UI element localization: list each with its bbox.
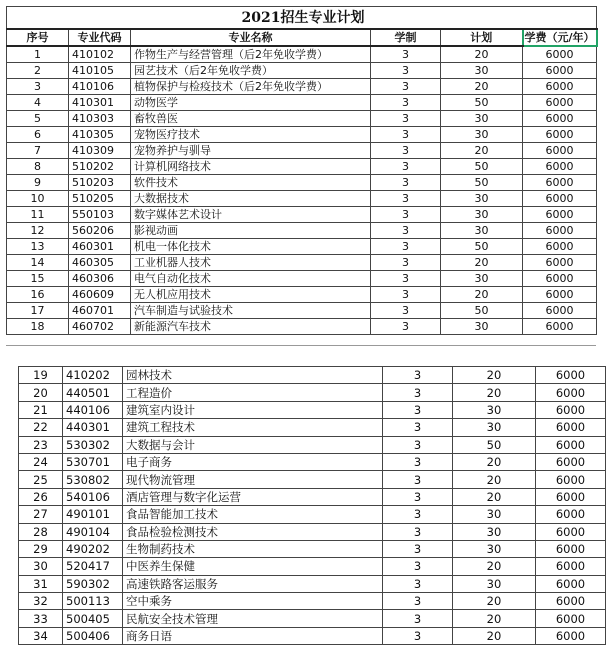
- cell-no[interactable]: 23: [19, 436, 63, 453]
- cell-code[interactable]: 410303: [69, 111, 131, 127]
- cell-years[interactable]: 3: [371, 143, 441, 159]
- table-row: [19, 436, 606, 453]
- cell-years[interactable]: 3: [383, 384, 453, 401]
- cell-no[interactable]: 13: [7, 239, 69, 255]
- cell-no[interactable]: 33: [19, 610, 63, 627]
- cell-years[interactable]: 3: [371, 159, 441, 175]
- cell-years[interactable]: 3: [383, 436, 453, 453]
- table-row: [19, 558, 606, 575]
- cell-years[interactable]: 3: [371, 287, 441, 303]
- cell-name[interactable]: 园艺技术（后2年免收学费）: [131, 63, 371, 79]
- header-code[interactable]: 专业代码: [69, 29, 131, 46]
- cell-code[interactable]: 410309: [69, 143, 131, 159]
- cell-no[interactable]: 25: [19, 471, 63, 488]
- cell-fee[interactable]: 6000: [536, 610, 606, 627]
- cell-no[interactable]: 26: [19, 488, 63, 505]
- table-row: [19, 506, 606, 523]
- table-row: [7, 319, 597, 335]
- cell-years[interactable]: 3: [383, 506, 453, 523]
- cell-code[interactable]: 490104: [63, 523, 123, 540]
- cell-fee[interactable]: 6000: [523, 175, 597, 191]
- cell-name[interactable]: 电子商务: [123, 453, 383, 470]
- cell-no[interactable]: 2: [7, 63, 69, 79]
- cell-years[interactable]: 3: [371, 111, 441, 127]
- cell-fee[interactable]: 6000: [536, 558, 606, 575]
- cell-name[interactable]: 工业机器人技术: [131, 255, 371, 271]
- cell-name[interactable]: 机电一体化技术: [131, 239, 371, 255]
- table-row: [7, 111, 597, 127]
- cell-name[interactable]: 新能源汽车技术: [131, 319, 371, 335]
- cell-code[interactable]: 590302: [63, 575, 123, 592]
- cell-fee[interactable]: 6000: [523, 271, 597, 287]
- table-row: [19, 488, 606, 505]
- cell-fee[interactable]: 6000: [536, 593, 606, 610]
- table-row: [7, 95, 597, 111]
- cell-fee[interactable]: 6000: [523, 287, 597, 303]
- cell-years[interactable]: 3: [371, 303, 441, 319]
- cell-years[interactable]: 3: [383, 627, 453, 644]
- header-no[interactable]: 序号: [7, 29, 69, 46]
- table-row: [7, 303, 597, 319]
- cell-name[interactable]: 食品检验检测技术: [123, 523, 383, 540]
- cell-plan[interactable]: 30: [453, 419, 536, 436]
- plan-table-top: [6, 6, 598, 335]
- cell-code[interactable]: 500113: [63, 593, 123, 610]
- cell-name[interactable]: 影视动画: [131, 223, 371, 239]
- cell-name[interactable]: 数字媒体艺术设计: [131, 207, 371, 223]
- cell-plan[interactable]: 30: [441, 271, 523, 287]
- cell-no[interactable]: 17: [7, 303, 69, 319]
- cell-code[interactable]: 530701: [63, 453, 123, 470]
- table-header-row: [7, 29, 597, 46]
- cell-plan[interactable]: 20: [441, 255, 523, 271]
- cell-years[interactable]: 3: [383, 401, 453, 418]
- cell-name[interactable]: 食品智能加工技术: [123, 506, 383, 523]
- cell-code[interactable]: 410102: [69, 46, 131, 63]
- cell-name[interactable]: 生物制药技术: [123, 540, 383, 557]
- cell-name[interactable]: 宠物养护与驯导: [131, 143, 371, 159]
- table-row: [7, 223, 597, 239]
- cell-name[interactable]: 工程造价: [123, 384, 383, 401]
- header-fee-selected-cell[interactable]: 学费（元/年）: [523, 29, 597, 46]
- cell-name[interactable]: 作物生产与经营管理（后2年免收学费）: [131, 46, 371, 63]
- table-row: [19, 610, 606, 627]
- header-years[interactable]: 学制: [371, 29, 441, 46]
- cell-years[interactable]: 3: [383, 453, 453, 470]
- cell-name[interactable]: 中医养生保健: [123, 558, 383, 575]
- cell-plan[interactable]: 20: [453, 384, 536, 401]
- cell-fee[interactable]: 6000: [523, 207, 597, 223]
- cell-no[interactable]: 34: [19, 627, 63, 644]
- cell-plan[interactable]: 20: [453, 367, 536, 384]
- cell-name[interactable]: 商务日语: [123, 627, 383, 644]
- cell-code[interactable]: 410301: [69, 95, 131, 111]
- cell-name[interactable]: 软件技术: [131, 175, 371, 191]
- table-row: [19, 575, 606, 592]
- cell-no[interactable]: 21: [19, 401, 63, 418]
- cell-plan[interactable]: 30: [441, 111, 523, 127]
- table-row: [19, 523, 606, 540]
- cell-code[interactable]: 440301: [63, 419, 123, 436]
- section-divider: [6, 345, 596, 346]
- cell-plan[interactable]: 20: [453, 471, 536, 488]
- cell-code[interactable]: 440106: [63, 401, 123, 418]
- cell-fee[interactable]: 6000: [536, 540, 606, 557]
- cell-years[interactable]: 3: [371, 46, 441, 63]
- cell-no[interactable]: 14: [7, 255, 69, 271]
- cell-fee[interactable]: 6000: [536, 367, 606, 384]
- cell-no[interactable]: 3: [7, 79, 69, 95]
- cell-no[interactable]: 11: [7, 207, 69, 223]
- cell-code[interactable]: 550103: [69, 207, 131, 223]
- cell-years[interactable]: 3: [371, 63, 441, 79]
- table-row: [7, 175, 597, 191]
- cell-plan[interactable]: 50: [441, 239, 523, 255]
- cell-plan[interactable]: 20: [453, 627, 536, 644]
- table-row: [19, 367, 606, 384]
- cell-code[interactable]: 410105: [69, 63, 131, 79]
- cell-fee[interactable]: 6000: [536, 401, 606, 418]
- cell-fee[interactable]: 6000: [523, 319, 597, 335]
- cell-code[interactable]: 460609: [69, 287, 131, 303]
- cell-years[interactable]: 3: [383, 488, 453, 505]
- cell-code[interactable]: 460305: [69, 255, 131, 271]
- cell-plan[interactable]: 20: [453, 488, 536, 505]
- cell-name[interactable]: 畜牧兽医: [131, 111, 371, 127]
- cell-years[interactable]: 3: [383, 471, 453, 488]
- cell-plan[interactable]: 20: [441, 287, 523, 303]
- cell-fee[interactable]: 6000: [523, 239, 597, 255]
- cell-plan[interactable]: 50: [441, 159, 523, 175]
- cell-fee[interactable]: 6000: [536, 436, 606, 453]
- cell-fee[interactable]: 6000: [536, 575, 606, 592]
- cell-plan[interactable]: 30: [441, 191, 523, 207]
- cell-name[interactable]: 大数据技术: [131, 191, 371, 207]
- table-row: [19, 384, 606, 401]
- cell-years[interactable]: 3: [371, 207, 441, 223]
- cell-fee[interactable]: 6000: [523, 95, 597, 111]
- table-row: [19, 540, 606, 557]
- cell-code[interactable]: 510203: [69, 175, 131, 191]
- cell-code[interactable]: 500406: [63, 627, 123, 644]
- cell-years[interactable]: 3: [383, 610, 453, 627]
- cell-name[interactable]: 空中乘务: [123, 593, 383, 610]
- cell-name[interactable]: 植物保护与检疫技术（后2年免收学费）: [131, 79, 371, 95]
- cell-fee[interactable]: 6000: [536, 506, 606, 523]
- cell-name[interactable]: 无人机应用技术: [131, 287, 371, 303]
- cell-name[interactable]: 建筑室内设计: [123, 401, 383, 418]
- table-row: [7, 46, 597, 63]
- cell-fee[interactable]: 6000: [523, 223, 597, 239]
- cell-name[interactable]: 园林技术: [123, 367, 383, 384]
- cell-no[interactable]: 10: [7, 191, 69, 207]
- cell-years[interactable]: 3: [383, 367, 453, 384]
- cell-plan[interactable]: 30: [441, 319, 523, 335]
- cell-no[interactable]: 24: [19, 453, 63, 470]
- cell-name[interactable]: 汽车制造与试验技术: [131, 303, 371, 319]
- cell-years[interactable]: 3: [383, 419, 453, 436]
- cell-no[interactable]: 27: [19, 506, 63, 523]
- table-row: [19, 401, 606, 418]
- table-row: [7, 143, 597, 159]
- cell-years[interactable]: 3: [383, 540, 453, 557]
- cell-code[interactable]: 440501: [63, 384, 123, 401]
- table-row: [19, 419, 606, 436]
- cell-no[interactable]: 19: [19, 367, 63, 384]
- cell-code[interactable]: 410106: [69, 79, 131, 95]
- cell-years[interactable]: 3: [371, 319, 441, 335]
- cell-plan[interactable]: 20: [441, 46, 523, 63]
- table-row: [7, 191, 597, 207]
- table-row: [7, 79, 597, 95]
- cell-plan[interactable]: 30: [453, 506, 536, 523]
- cell-plan[interactable]: 30: [441, 207, 523, 223]
- cell-name[interactable]: 现代物流管理: [123, 471, 383, 488]
- header-name[interactable]: 专业名称: [131, 29, 371, 46]
- cell-code[interactable]: 410305: [69, 127, 131, 143]
- cell-plan[interactable]: 30: [441, 63, 523, 79]
- table-row: [7, 255, 597, 271]
- cell-plan[interactable]: 30: [453, 540, 536, 557]
- cell-plan[interactable]: 20: [453, 593, 536, 610]
- cell-code[interactable]: 500405: [63, 610, 123, 627]
- cell-fee[interactable]: 6000: [523, 191, 597, 207]
- cell-no[interactable]: 9: [7, 175, 69, 191]
- cell-fee[interactable]: 6000: [523, 143, 597, 159]
- cell-name[interactable]: 大数据与会计: [123, 436, 383, 453]
- cell-no[interactable]: 31: [19, 575, 63, 592]
- cell-code[interactable]: 460306: [69, 271, 131, 287]
- cell-code[interactable]: 560206: [69, 223, 131, 239]
- cell-name[interactable]: 高速铁路客运服务: [123, 575, 383, 592]
- cell-code[interactable]: 490101: [63, 506, 123, 523]
- cell-code[interactable]: 460301: [69, 239, 131, 255]
- cell-name[interactable]: 建筑工程技术: [123, 419, 383, 436]
- cell-code[interactable]: 530302: [63, 436, 123, 453]
- cell-code[interactable]: 540106: [63, 488, 123, 505]
- cell-code[interactable]: 490202: [63, 540, 123, 557]
- cell-no[interactable]: 15: [7, 271, 69, 287]
- cell-fee[interactable]: 6000: [523, 159, 597, 175]
- cell-no[interactable]: 1: [7, 46, 69, 63]
- cell-years[interactable]: 3: [383, 575, 453, 592]
- table-row: [7, 127, 597, 143]
- cell-no[interactable]: 12: [7, 223, 69, 239]
- cell-fee[interactable]: 6000: [536, 627, 606, 644]
- cell-no[interactable]: 16: [7, 287, 69, 303]
- table-row: [19, 593, 606, 610]
- cell-fee[interactable]: 6000: [536, 523, 606, 540]
- cell-plan[interactable]: 20: [441, 79, 523, 95]
- cell-no[interactable]: 22: [19, 419, 63, 436]
- cell-name[interactable]: 民航安全技术管理: [123, 610, 383, 627]
- cell-years[interactable]: 3: [383, 558, 453, 575]
- cell-fee[interactable]: 6000: [523, 303, 597, 319]
- cell-no[interactable]: 6: [7, 127, 69, 143]
- cell-plan[interactable]: 50: [441, 175, 523, 191]
- page-title: 2021招生专业计划: [7, 7, 597, 30]
- cell-no[interactable]: 5: [7, 111, 69, 127]
- cell-no[interactable]: 32: [19, 593, 63, 610]
- table-row: [19, 627, 606, 644]
- cell-fee[interactable]: 6000: [536, 384, 606, 401]
- plan-table-bottom: [18, 366, 606, 645]
- cell-plan[interactable]: 50: [453, 436, 536, 453]
- cell-years[interactable]: 3: [371, 255, 441, 271]
- table-row: [7, 159, 597, 175]
- cell-years[interactable]: 3: [371, 127, 441, 143]
- cell-plan[interactable]: 20: [441, 143, 523, 159]
- cell-years[interactable]: 3: [371, 271, 441, 287]
- cell-fee[interactable]: 6000: [536, 488, 606, 505]
- cell-code[interactable]: 510202: [69, 159, 131, 175]
- cell-fee[interactable]: 6000: [523, 111, 597, 127]
- cell-no[interactable]: 4: [7, 95, 69, 111]
- cell-years[interactable]: 3: [371, 223, 441, 239]
- table-row: [19, 453, 606, 470]
- cell-code[interactable]: 460701: [69, 303, 131, 319]
- cell-no[interactable]: 7: [7, 143, 69, 159]
- cell-plan[interactable]: 30: [453, 401, 536, 418]
- cell-years[interactable]: 3: [371, 79, 441, 95]
- cell-no[interactable]: 18: [7, 319, 69, 335]
- cell-plan[interactable]: 50: [441, 95, 523, 111]
- cell-fee[interactable]: 6000: [523, 127, 597, 143]
- cell-name[interactable]: 动物医学: [131, 95, 371, 111]
- cell-fee[interactable]: 6000: [536, 419, 606, 436]
- cell-code[interactable]: 460702: [69, 319, 131, 335]
- table-row: [7, 239, 597, 255]
- table-row: [19, 471, 606, 488]
- cell-code[interactable]: 510205: [69, 191, 131, 207]
- cell-fee[interactable]: 6000: [523, 46, 597, 63]
- cell-no[interactable]: 30: [19, 558, 63, 575]
- cell-fee[interactable]: 6000: [536, 471, 606, 488]
- cell-name[interactable]: 酒店管理与数字化运营: [123, 488, 383, 505]
- cell-years[interactable]: 3: [371, 191, 441, 207]
- cell-years[interactable]: 3: [383, 593, 453, 610]
- cell-years[interactable]: 3: [383, 523, 453, 540]
- cell-name[interactable]: 电气自动化技术: [131, 271, 371, 287]
- cell-code[interactable]: 520417: [63, 558, 123, 575]
- cell-name[interactable]: 计算机网络技术: [131, 159, 371, 175]
- table-row: [7, 271, 597, 287]
- cell-name[interactable]: 宠物医疗技术: [131, 127, 371, 143]
- table-row: [7, 207, 597, 223]
- cell-years[interactable]: 3: [371, 175, 441, 191]
- cell-plan[interactable]: 30: [453, 575, 536, 592]
- cell-no[interactable]: 20: [19, 384, 63, 401]
- cell-plan[interactable]: 50: [441, 303, 523, 319]
- cell-fee[interactable]: 6000: [536, 453, 606, 470]
- cell-plan[interactable]: 30: [441, 127, 523, 143]
- cell-no[interactable]: 28: [19, 523, 63, 540]
- table-row: [7, 287, 597, 303]
- table-row: [7, 63, 597, 79]
- cell-no[interactable]: 8: [7, 159, 69, 175]
- cell-plan[interactable]: 30: [453, 523, 536, 540]
- cell-code[interactable]: 530802: [63, 471, 123, 488]
- cell-code[interactable]: 410202: [63, 367, 123, 384]
- cell-plan[interactable]: 30: [441, 223, 523, 239]
- cell-fee[interactable]: 6000: [523, 79, 597, 95]
- cell-fee[interactable]: 6000: [523, 63, 597, 79]
- cell-years[interactable]: 3: [371, 95, 441, 111]
- cell-plan[interactable]: 20: [453, 558, 536, 575]
- cell-no[interactable]: 29: [19, 540, 63, 557]
- header-plan[interactable]: 计划: [441, 29, 523, 46]
- cell-years[interactable]: 3: [371, 239, 441, 255]
- cell-fee[interactable]: 6000: [523, 255, 597, 271]
- cell-plan[interactable]: 20: [453, 453, 536, 470]
- cell-plan[interactable]: 20: [453, 610, 536, 627]
